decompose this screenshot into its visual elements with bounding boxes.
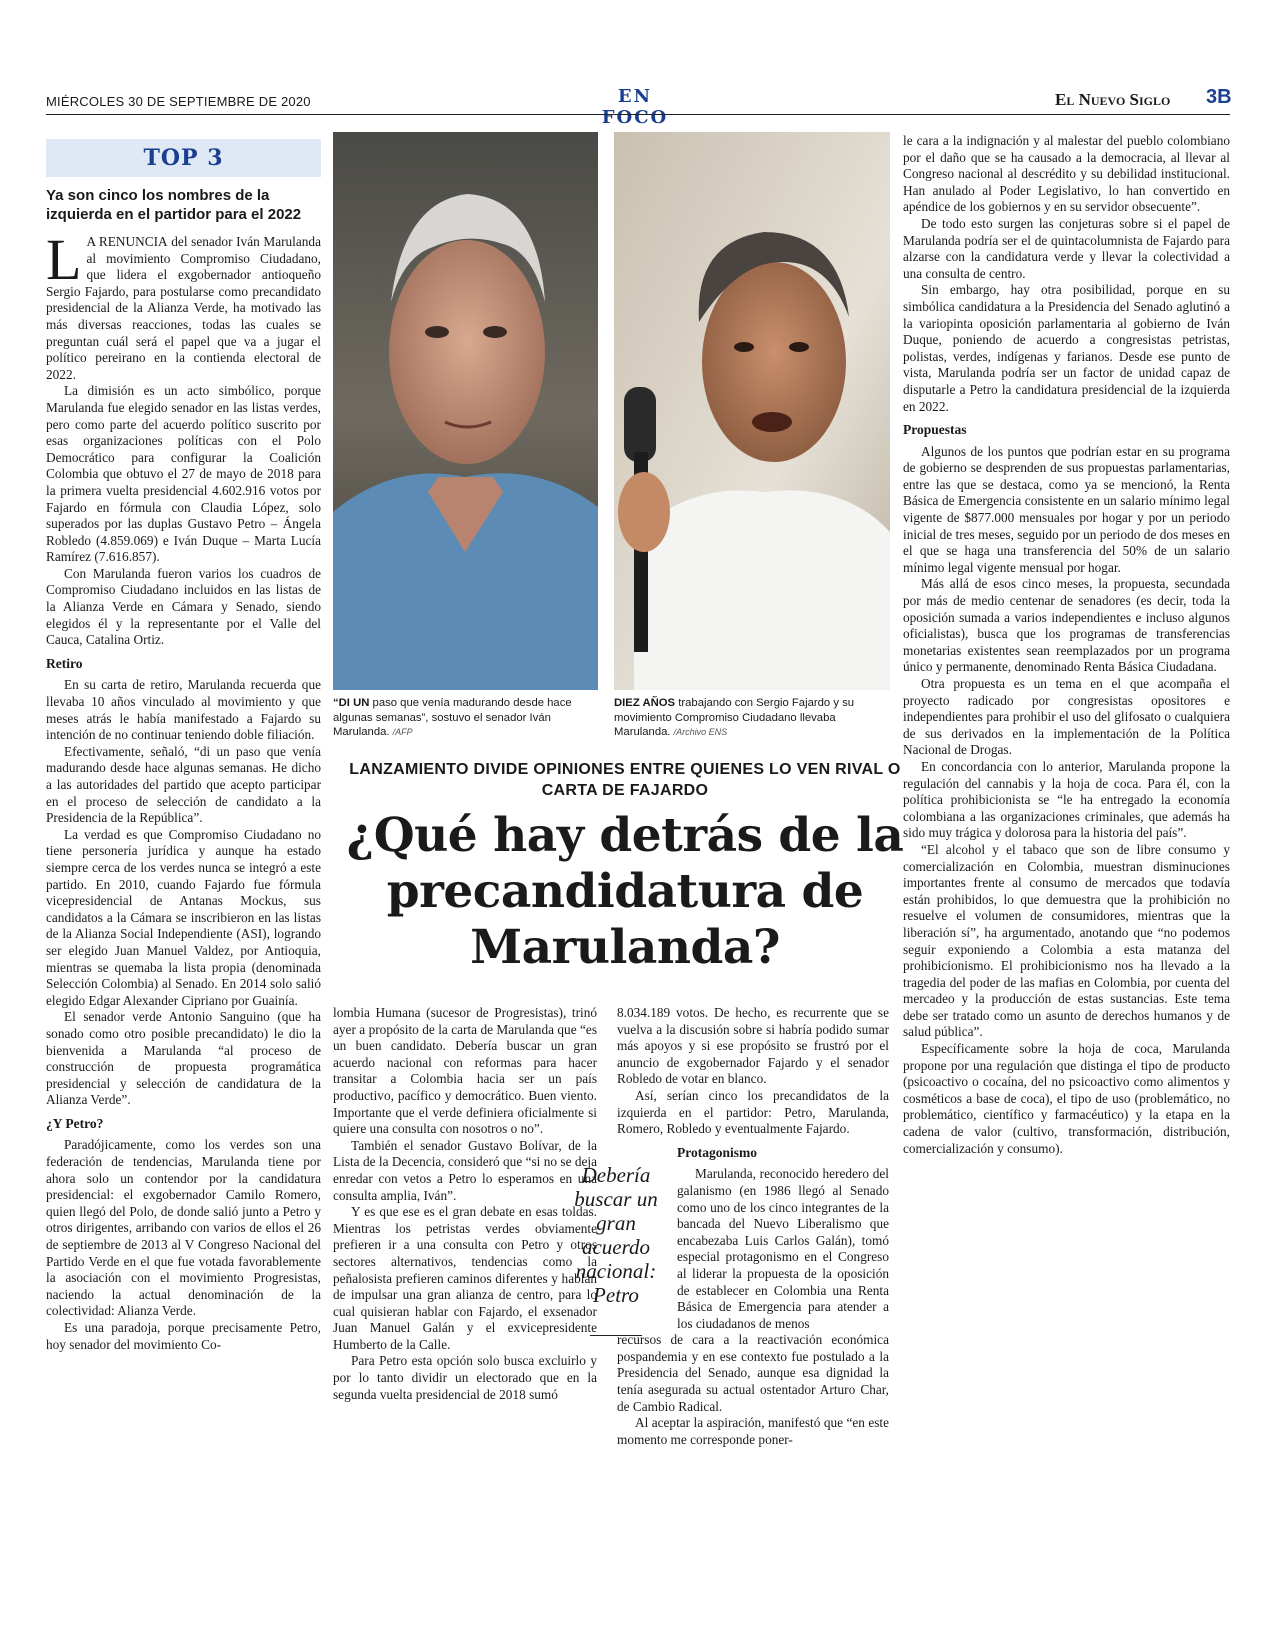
paragraph [333, 1138, 597, 1204]
paragraph: Sin embargo, hay otra posibilidad, porque en su simbólica candidatura a la Presidencia del Senado aglutinó a la variopinta oposición parlamentaria al gobierno de Iván Duque, poniendo de acuerdo a congresistas petristas, polistas, verdes, indígenas y farianos. Desde ese punto de vista, Marulanda podría ser un factor de unidad capaz de disputarle a Petro la candidatura presidencial de la izquierda en 2022. [903, 282, 1230, 414]
lead-paragraph [46, 227, 321, 383]
lead-text: del senador Iván Marulanda al movimiento Compromiso Ciudadano, que lidera el exgobernador antioqueño Sergio Fajardo, para postularse como precandidato presidencial de la Alianza Verde, ha motivado las más diversas reacciones, todas las cuales se preguntan cuál será el papel que va a jugar el político pereirano en la contienda electoral de 2022. [46, 234, 321, 382]
paragraph: “El alcohol y el tabaco que son de libre consumo y comercialización en Colombia, muestran disminuciones importantes frente al consumo de mercados que todavía están prohibidos, lo que demuestra que la prohibición no resuelve el volumen de consumidores, mientras que la liberación sí”, ha argumentado, anotando que “no podemos seguir exponiendo a Colombia a esta matanza del prohibicionismo. El prohibicionismo nos ha llevado a la tragedia del poder de las mafias en Colombia, por cuenta del mercadeo y la producción de estas sustancias. Este tema debe ser tratado como un asunto de derechos humanos y de salud pública”. [903, 841, 1230, 1040]
caption-text: paso que venía madurando desde hace algunas semanas”, sostuvo el senador Iván Marulanda. [333, 697, 572, 738]
newspaper-name: El Nuevo Siglo [1055, 90, 1171, 109]
caption-text: trabajando con Sergio Fajardo y su movimiento Compromiso Ciudadano llevaba Marulanda. [614, 697, 855, 738]
photo-caption-fajardo [614, 696, 890, 740]
section-title: EN FOCO [601, 86, 669, 128]
paragraph: lombia Humana (sucesor de Progresistas), trinó ayer a propósito de la carta de Marulanda que “es un buen candidato. Debería buscar un gran acuerdo nacional con reformas para hacer transitar a Colombia hacia ser un país productivo, pacífico y democrático. Buen viento. Importante que el verde definiera oficialmente si quiere una consulta con nosotros o no”. [333, 1005, 597, 1137]
paragraph: Al aceptar la aspiración, manifestó que “en este momento me corresponde poner- [617, 1415, 889, 1447]
column-two [333, 1005, 597, 1403]
photo-marulanda [333, 132, 598, 690]
headline-title: ¿Qué hay detrás de la precandidatura de Marulanda? [346, 808, 904, 975]
photo-credit: /AFP [392, 727, 413, 737]
headline-kicker: LANZAMIENTO DIVIDE OPINIONES ENTRE QUIENES LO VEN RIVAL O CARTA DE FAJARDO [349, 761, 901, 799]
pull-quote: Debería buscar un gran acuerdo nacional: Petro [574, 1163, 658, 1307]
paragraph: Y es que ese es el gran debate en esas toldas. Mientras los petristas verdes obviamente prefieren ir a una consulta con Petro y otros sectores alternativos, tendencias como la peñalosista prefieren caminos diferentes y hablan de impulsar una gran alianza de centro, para lo cual quisieran hablar con Fajardo, el exsenador Juan Manuel Galán y el exvicepresidente Humberto de la Calle. [333, 1204, 597, 1352]
left-column [46, 186, 321, 1353]
paragraph: Otra propuesta es un tema en el que acompaña el proyecto radicado por congresistas opositores e independientes para prohibir el uso del glifosato o cualquiera de sus derivados en la implementación de la Política Nacional de Drogas. [903, 676, 1230, 758]
paragraph: Algunos de los puntos que podrían estar en su programa de gobierno se desprenden de sus propuestas parlamentarias, entre las que se destaca, como ya se mencionó, la Renta Básica de Emergencia consistente en un salario mínimo legal vigente de $877.000 mensuales por hogar y por un periodo inicial de tres meses, seguido por un periodo de dos meses en el que se haga una transferencia del 50% de un salario mínimo legal vigente mensual por hogar. [903, 443, 1230, 575]
portrait-fajardo-image [614, 132, 890, 690]
paragraph: La dimisión es un acto simbólico, porque Marulanda fue elegido senador en las listas verdes, pero como parte del acuerdo político suscrito por esas organizaciones políticas con el Polo Democrático para configurar la Coalición Colombia que obtuvo el 27 de mayo de 2018 para la primera vuelta presidencial 4.602.916 votos por Fajardo en fórmula con Claudia López, solo superados por las duplas Gustavo Petro – Ángela Robledo (4.859.069) e Iván Duque – Marta Lucía Ramírez (7.616.857). [46, 383, 321, 565]
paragraph-text: También el senador Gustavo Bolívar, de la Lista de la Decencia, consideró que “si no se deja enredar con vetos a Petro lo esperamos en una consulta amplia, Iván”. [333, 1137, 597, 1203]
column-three [617, 1005, 889, 1448]
caption-lead: “DI UN [333, 697, 370, 709]
subheading-retiro: Retiro [46, 655, 83, 671]
issue-date: MIÉRCOLES 30 DE SEPTIEMBRE DE 2020 [46, 94, 311, 109]
paragraph: Es una paradoja, porque precisamente Petro, hoy senador del movimiento Co- [46, 1320, 321, 1352]
subheading-propuestas: Propuestas [903, 422, 967, 438]
paragraph: Específicamente sobre la hoja de coca, Marulanda propone por una regulación que distinga el tipo de producto (psicoactivo o cocaína, del no psicoactivo como alimentos y cosméticos a base de coca), el tipo de uso (problemático, no problemático, científico y farmacéutico) y la etapa en la cadena de valor (cultivo, transformación, distribución, comercialización y consumo). [903, 1041, 1230, 1156]
page-number: 3B [1206, 86, 1232, 108]
paragraph: En concordancia con lo anterior, Marulanda propone la regulación del cannabis y la hoja de coca. Para él, con la política prohibicionista se “le ha entregado la economía colombiana a las organizaciones criminales, que además ha sido muy trágica y dolorosa para la historia del país”. [903, 758, 1230, 841]
paragraph: Con Marulanda fueron varios los cuadros de Compromiso Ciudadano incluidos en las listas de la Alianza Verde en Cámara y Senado, siendo elegidos él y la representante por el Valle del Cauca, Catalina Ortiz. [46, 565, 321, 648]
paragraph: recursos de cara a la reactivación económica pospandemia y en ese contexto fue postulado a la Presidencia del Senado, aunque esa dignidad la tenía asegurada su actual ostentador Arturo Char, de Cambio Radical. [617, 1332, 889, 1414]
photo-caption-marulanda [333, 696, 598, 740]
paragraph: En su carta de retiro, Marulanda recuerda que llevaba 10 años vinculado al movimiento y que meses atrás le había manifestado a Fajardo su intención de no continuar teniendo doble filiación. [46, 677, 321, 743]
top3-badge: TOP 3 [46, 139, 321, 177]
paragraph: El senador verde Antonio Sanguino (que ha sonado como otro posible precandidato) le dio la bienvenida a Marulanda “al proceso de construcción de propuesta programática presidencial y selección de candidatura de la Alianza Verde”. [46, 1009, 321, 1108]
subheading-petro: ¿Y Petro? [46, 1115, 104, 1131]
paragraph: le cara a la indignación y al malestar del pueblo colombiano por el daño que se ha causado a la democracia, al llevar al Congreso nacional al descrédito y su debilidad institucional. Han anulado al Poder Legislativo, lo han convertido en apéndice de los gobiernos y en su servidor obsecuente”. [903, 133, 1230, 215]
paragraph: La verdad es que Compromiso Ciudadano no tiene personería jurídica y aunque ha estado siempre cerca de los verdes nunca se integró a este partido. En 2010, cuando Fajardo fue fórmula vicepresidencial de Antanas Mockus, sus candidatos a la Cámara se inscribieron en las listas de la Alianza Social Independiente (ASI), logrando ser elegido Juan Manuel Valdez, por Antioquia, mientras se quemaba la lista propia (denominada Selección Colombia) al Senado. En 2014 solo salió elegido Edgar Alexander Cipriano por Guainía. [46, 826, 321, 1008]
caption-lead: DIEZ AÑOS [614, 697, 676, 709]
paragraph: De todo esto surgen las conjeturas sobre si el papel de Marulanda podría ser el de quintacolumnista de Fajardo para alzarse con la candidatura verde y llevar la colectividad a una consulta de centro. [903, 215, 1230, 281]
right-column [903, 133, 1230, 1157]
photo-fajardo [614, 132, 890, 690]
paragraph: Así, serían cinco los precandidatos de la izquierda en el partidor: Petro, Marulanda, Romero, Robledo y eventualmente Fajardo. [617, 1087, 889, 1137]
portrait-marulanda-image [333, 132, 598, 690]
paragraph: 8.034.189 votos. De hecho, es recurrente que se vuelva a la discusión sobre si habría podido sumar más apoyos y si ese propósito se frustró por el anuncio de exgobernador Fajardo y el senador Robledo de votar en blanco. [617, 1005, 889, 1087]
subheading-protagonismo: Protagonismo [677, 1144, 757, 1160]
dropcap: L [46, 227, 82, 292]
header-rule [46, 114, 1230, 115]
photo-credit: /Archivo ENS [673, 727, 728, 737]
paragraph: Efectivamente, señaló, “di un paso que venía madurando desde hace algunas semanas. He dicho a las autoridades del partido que acepto participar en el proceso de selección de candidato a la Presidencia de la República”. [46, 743, 321, 826]
lead-caps: A RENUNCIA [86, 234, 168, 249]
paragraph: Paradójicamente, como los verdes son una federación de tendencias, Marulanda tiene por ahora solo un contendor por la candidatura presidencial: el exgobernador Camilo Romero, quien llegó del Polo, de donde salió junto a Petro y otros dirigentes, arribando con varios de ellos el 26 de septiembre de 2013 al V Congreso Nacional del Partido Verde en el que fue votada favorablemente la asociación con el movimiento Progresistas, naciendo la actual denominación de la colectividad: Alianza Verde. [46, 1137, 321, 1319]
paragraph: Marulanda, reconocido heredero del galanismo (en 1986 llegó al Senado como uno de los cinco integrantes de la bancada del Nuevo Liberalismo que encabezaba Luis Carlos Galán), tomó especial protagonismo en el Congreso al liderar la propuesta de la oposición de establecer en Colombia una Renta Básica de Emergencia para atender a los ciudadanos de menos [677, 1166, 889, 1331]
sidebar-subhead: Ya son cinco los nombres de la izquierda en el partidor para el 2022 [46, 187, 302, 223]
paragraph: Más allá de esos cinco meses, la propuesta, secundada por más de medio centenar de senadores (es decir, toda la oposición sumada a varios independientes e incluso algunos oficialistas), busca que los programas de transferencias monetarias existentes sean reemplazados por un programa único y permanente, denominado Renta Básica Ciudadana. [903, 576, 1230, 675]
paragraph: Para Petro esta opción solo busca excluirlo y por lo tanto dividir un electorado que en la segunda vuelta presidencial de 2018 sumó [333, 1353, 597, 1402]
